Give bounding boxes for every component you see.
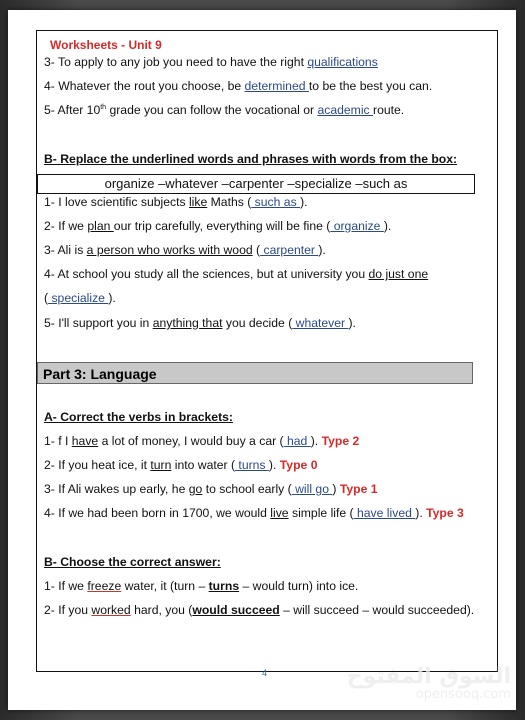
a-item-2: 2- If you heat ice, it turn into water ( turns ). Type 0 xyxy=(44,458,318,472)
part3-heading: Part 3: Language xyxy=(37,362,473,384)
answer: qualifications xyxy=(307,55,378,69)
section-b-heading: B- Replace the underlined words and phrases with words from the box: xyxy=(44,152,458,166)
a-item-4: 4- If we had been born in 1700, we would live simple life ( have lived ). Type 3 xyxy=(44,506,464,520)
b1-item-4: 4- At school you study all the sciences, but at university you do just one xyxy=(44,267,429,281)
answer: academic xyxy=(317,103,374,117)
b1-item-5: 5- I'll support you in anything that you decide ( whatever ). xyxy=(44,316,356,330)
a-item-1: 1- f I have a lot of money, I would buy a car ( had ). Type 2 xyxy=(44,434,360,448)
line-a4: 4- Whatever the rout you choose, be determined to be the best you can. xyxy=(44,79,433,93)
line-a3: 3- To apply to any job you need to have the right qualifications xyxy=(44,55,378,69)
watermark-url: opensooq.com xyxy=(415,687,511,702)
a-item-3: 3- If Ali wakes up early, he go to school early ( will go ) Type 1 xyxy=(44,482,378,496)
word-box: organize –whatever –carpenter –specialize –such as xyxy=(37,174,475,194)
watermark xyxy=(347,664,511,702)
line-a5: 5- After 10th grade you can follow the vocational or academic route. xyxy=(44,103,405,117)
b1-item-3: 3- Ali is a person who works with wood ( carpenter ). xyxy=(44,243,326,257)
page-number: 4 xyxy=(262,668,268,678)
answer: determined xyxy=(244,79,309,93)
b2-item-1: 1- If we freeze water, it (turn – turns – would turn) into ice. xyxy=(44,579,359,593)
b2-item-2: 2- If you worked hard, you (would succeed – will succeed – would succeeded). xyxy=(44,603,475,617)
b1-item-2: 2- If we plan our trip carefully, everything will be fine ( organize ). xyxy=(44,219,392,233)
b1-item-1: 1- I love scientific subjects like Maths ( such as ). xyxy=(44,195,308,209)
worksheet-title: Worksheets - Unit 9 xyxy=(50,38,162,52)
page-border xyxy=(36,30,498,672)
watermark-arabic: السوق المفتوح xyxy=(346,664,511,689)
section-a-heading: A- Correct the verbs in brackets: xyxy=(44,410,233,424)
b1-item-4-cont: ( specialize ). xyxy=(44,291,116,305)
section-b2-heading: B- Choose the correct answer: xyxy=(44,555,221,569)
